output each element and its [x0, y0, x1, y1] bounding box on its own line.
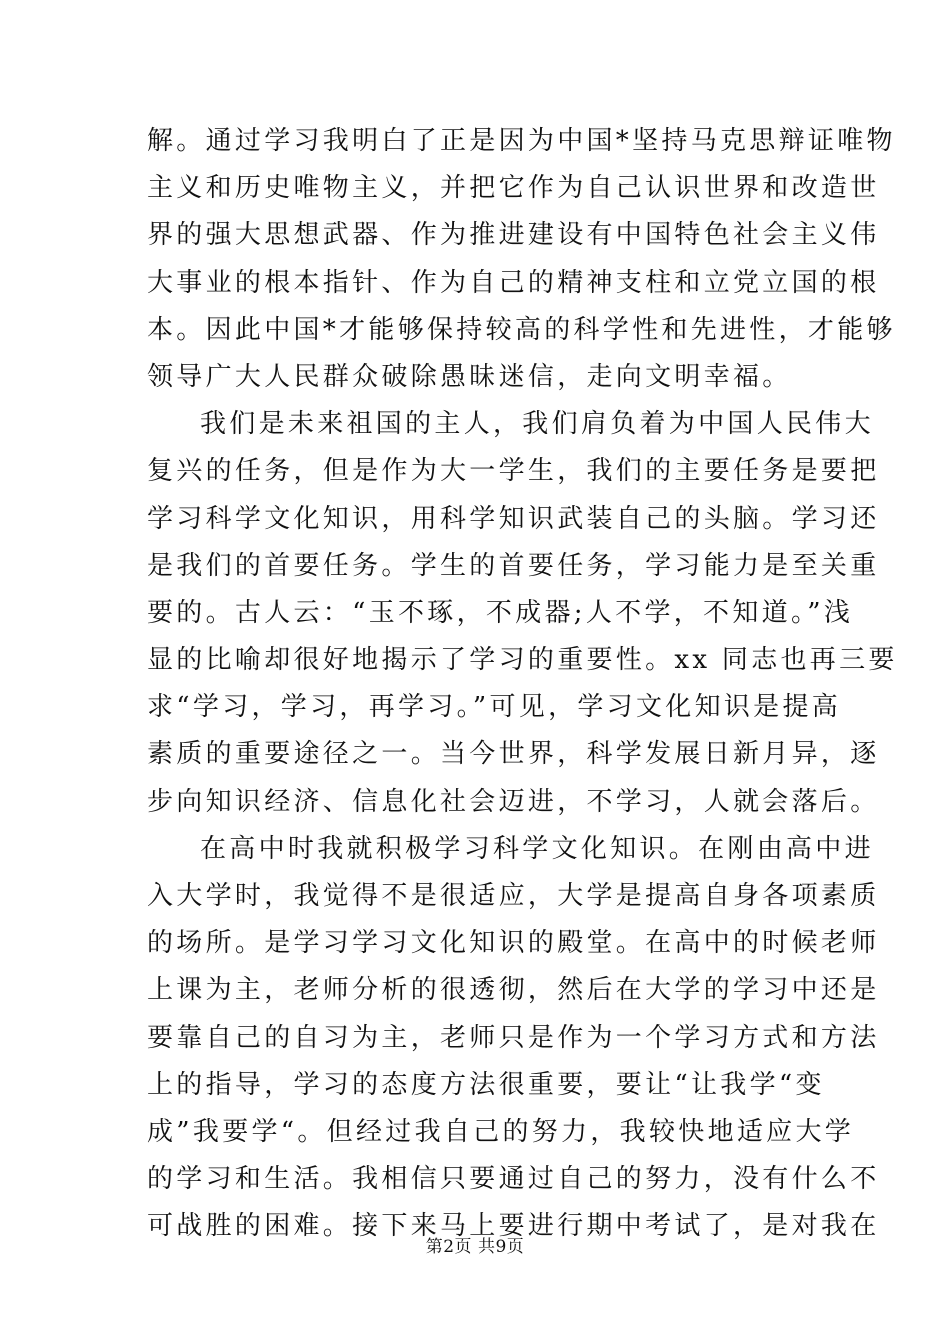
- text-line: 的场所。是学习学习文化知识的殿堂。在高中的时候老师: [147, 928, 880, 959]
- text-line: 求“学习，学习，再学习。”可见，学习文化知识是提高: [147, 692, 842, 723]
- text-line: 可战胜的困难。接下来马上要进行期中考试了，是对我在: [147, 1211, 880, 1242]
- text-line: 成”我要学“。但经过我自己的努力，我较快地适应大学: [147, 1116, 855, 1147]
- text-line: 素质的重要途径之一。当今世界，科学发展日新月异，逐: [147, 739, 880, 770]
- text-line: 步向知识经济、信息化社会迈进，不学习，人就会落后。: [147, 786, 880, 817]
- document-body: [147, 118, 898, 1251]
- text-line: 是我们的首要任务。学生的首要任务，学习能力是至关重: [147, 550, 880, 581]
- paragraph-first-line: 我们是未来祖国的主人，我们肩负着为中国人民伟大: [200, 409, 874, 440]
- text-line: 解。通过学习我明白了正是因为中国*坚持马克思辩证唯物: [147, 126, 896, 156]
- paragraph-first-line: 在高中时我就积极学习科学文化知识。在刚由高中进: [200, 833, 874, 864]
- text-line: 大事业的根本指针、作为自己的精神支柱和立党立国的根: [147, 267, 880, 298]
- text-line: 本。因此中国*才能够保持较高的科学性和先进性，才能够: [147, 314, 896, 345]
- page-footer: 第2页 共9页: [425, 1237, 525, 1257]
- text-line: 入大学时，我觉得不是很适应，大学是提高自身各项素质: [147, 881, 880, 911]
- text-line: 主义和历史唯物主义，并把它作为自己认识世界和改造世: [147, 173, 880, 204]
- text-line: 上课为主，老师分析的很透彻，然后在大学的学习中还是: [147, 975, 880, 1006]
- text-line: 领导广大人民群众破除愚昧迷信，走向文明幸福。: [147, 361, 792, 392]
- text-line: 要的。古人云：“玉不琢，不成器;人不学，不知道。”浅: [147, 597, 854, 628]
- text-line: 上的指导，学习的态度方法很重要，要让“让我学“变: [147, 1069, 825, 1100]
- text-line: 要靠自己的自习为主，老师只是作为一个学习方式和方法: [147, 1022, 880, 1053]
- text-line: 的学习和生活。我相信只要通过自己的努力，没有什么不: [147, 1164, 880, 1195]
- text-line: 复兴的任务，但是作为大一学生，我们的主要任务是要把: [147, 456, 880, 487]
- text-line: 界的强大思想武器、作为推进建设有中国特色社会主义伟: [147, 220, 880, 251]
- text-line: 学习科学文化知识，用科学知识武装自己的头脑。学习还: [147, 503, 880, 534]
- text-line: 显的比喻却很好地揭示了学习的重要性。xx 同志也再三要: [147, 645, 898, 676]
